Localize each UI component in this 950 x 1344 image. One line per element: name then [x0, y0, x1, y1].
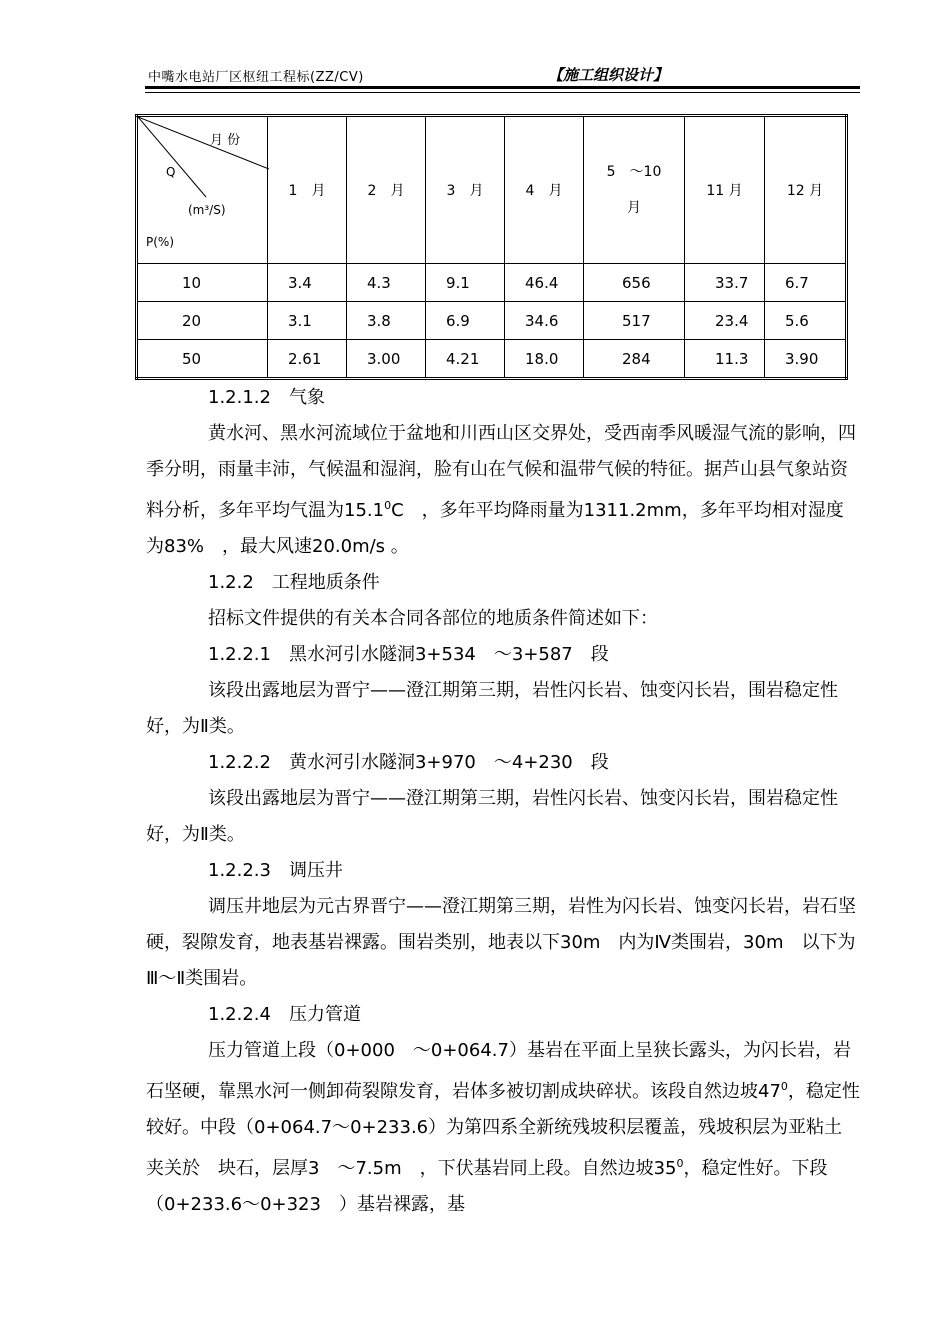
value-cell: 2.61: [268, 340, 347, 379]
month-header-5-10: [584, 116, 685, 264]
degree-superscript: 0: [384, 499, 392, 512]
value-cell: 3.90: [765, 340, 847, 379]
month-header-4: 4 月: [505, 116, 584, 264]
paragraph-text: 黄水河、黑水河流域位于盆地和川西山区交界处，受西南季风暖湿气流的影响，四季分明，雨量丰沛，气候温和湿润，脸有山在气候和温带气候的特征。据芦山县气象站资料分析，多年平均气温为15.1: [146, 423, 856, 521]
p-cell: 50: [137, 340, 268, 379]
p-cell: 20: [137, 302, 268, 340]
value-cell: 284: [584, 340, 685, 379]
table-row: [137, 264, 847, 302]
degree-superscript: 0: [676, 1157, 684, 1170]
month-header-3: 3 月: [426, 116, 505, 264]
month-5-10-bottom: 月: [627, 200, 641, 216]
value-cell: 6.7: [765, 264, 847, 302]
paragraph-surge-shaft: 调压井地层为元古界晋宁——澄江期第三期，岩性为闪长岩、蚀变闪长岩，岩石坚硬，裂隙发育，地表基岩裸露。围岩类别，地表以下30m 内为Ⅳ类围岩，30m 以下为Ⅲ～Ⅱ类围岩。: [146, 896, 856, 989]
section-heading-surge-shaft: 1.2.2.3 调压井: [208, 860, 343, 881]
header-rule-thin: [145, 92, 860, 93]
month-header-2: 2 月: [347, 116, 426, 264]
paragraph-text: C ，多年平均降雨量为1311.2mm，多年平均相对湿度为83% ，最大风速20.0m/s 。: [146, 500, 844, 557]
paragraph-meteorology: [146, 416, 860, 565]
paragraph-heishui-tunnel: 该段出露地层为晋宁——澄江期第三期，岩性闪长岩、蚀变闪长岩，围岩稳定性好，为Ⅱ类。: [146, 680, 838, 737]
paragraph-text: 压力管道上段（0+000 ～0+064.7）基岩在平面上呈狭长露头，为闪长岩，岩石坚硬，靠黑水河一侧卸荷裂隙发育，岩体多被切割成块碎状。该段自然边坡47: [146, 1040, 851, 1102]
table-corner-cell: [137, 116, 268, 264]
flow-table: [135, 114, 848, 380]
section-heading-penstock: 1.2.2.4 压力管道: [208, 1004, 361, 1025]
degree-superscript: 0: [780, 1080, 788, 1093]
corner-q-label: Q: [166, 165, 176, 179]
section-heading-geology: 1.2.2 工程地质条件: [208, 572, 380, 593]
value-cell: 517: [584, 302, 685, 340]
table-row: [137, 340, 847, 379]
value-cell: 9.1: [426, 264, 505, 302]
value-cell: 46.4: [505, 264, 584, 302]
value-cell: 3.8: [347, 302, 426, 340]
month-header-11: 11 月: [685, 116, 765, 264]
value-cell: 34.6: [505, 302, 584, 340]
corner-unit-label: (m³/S): [188, 203, 226, 217]
value-cell: 4.3: [347, 264, 426, 302]
month-5-10-top: 5 ～10: [606, 164, 662, 180]
p-cell: 10: [137, 264, 268, 302]
paragraph-text: ，稳定性较好。中段（0+064.7～0+233.6）为第四系全新统残坡积层覆盖，残坡积层为亚粘土夹关於 块石，层厚3 ～7.5m ，下伏基岩同上段。自然边坡35: [146, 1081, 860, 1179]
corner-p-label: P(%): [146, 235, 175, 249]
value-cell: 18.0: [505, 340, 584, 379]
section-heading-meteorology: 1.2.1.2 气象: [208, 387, 325, 408]
document-body: [146, 380, 860, 1223]
section-heading-huangshui-tunnel: 1.2.2.2 黄水河引水隧洞3+970 ～4+230 段: [208, 752, 609, 773]
value-cell: 33.7: [685, 264, 765, 302]
value-cell: 6.9: [426, 302, 505, 340]
corner-month-label: 月 份: [210, 133, 241, 148]
paragraph-huangshui-tunnel: 该段出露地层为晋宁——澄江期第三期，岩性闪长岩、蚀变闪长岩，围岩稳定性好，为Ⅱ类。: [146, 788, 838, 845]
value-cell: 3.4: [268, 264, 347, 302]
month-header-1: 1 月: [268, 116, 347, 264]
header-section-title: 【施工组织设计】: [548, 66, 669, 84]
value-cell: 11.3: [685, 340, 765, 379]
value-cell: 656: [584, 264, 685, 302]
header-project-title: 中嘴水电站厂区枢纽工程标(ZZ/CV): [148, 70, 364, 85]
section-heading-heishui-tunnel: 1.2.2.1 黑水河引水隧洞3+534 ～3+587 段: [208, 644, 609, 665]
flow-table-wrapper: [135, 114, 845, 378]
value-cell: 5.6: [765, 302, 847, 340]
header-rule-thick: [145, 86, 860, 89]
value-cell: 4.21: [426, 340, 505, 379]
value-cell: 3.1: [268, 302, 347, 340]
paragraph-geology-intro: 招标文件提供的有关本合同各部位的地质条件简述如下：: [208, 608, 658, 629]
month-header-12: 12 月: [765, 116, 847, 264]
paragraph-text: ，稳定性好。下段（0+233.6～0+323 ）基岩裸露，基: [146, 1158, 828, 1215]
table-row: [137, 302, 847, 340]
table-header-row: [137, 116, 847, 264]
value-cell: 3.00: [347, 340, 426, 379]
paragraph-penstock: [146, 1033, 860, 1223]
value-cell: 23.4: [685, 302, 765, 340]
